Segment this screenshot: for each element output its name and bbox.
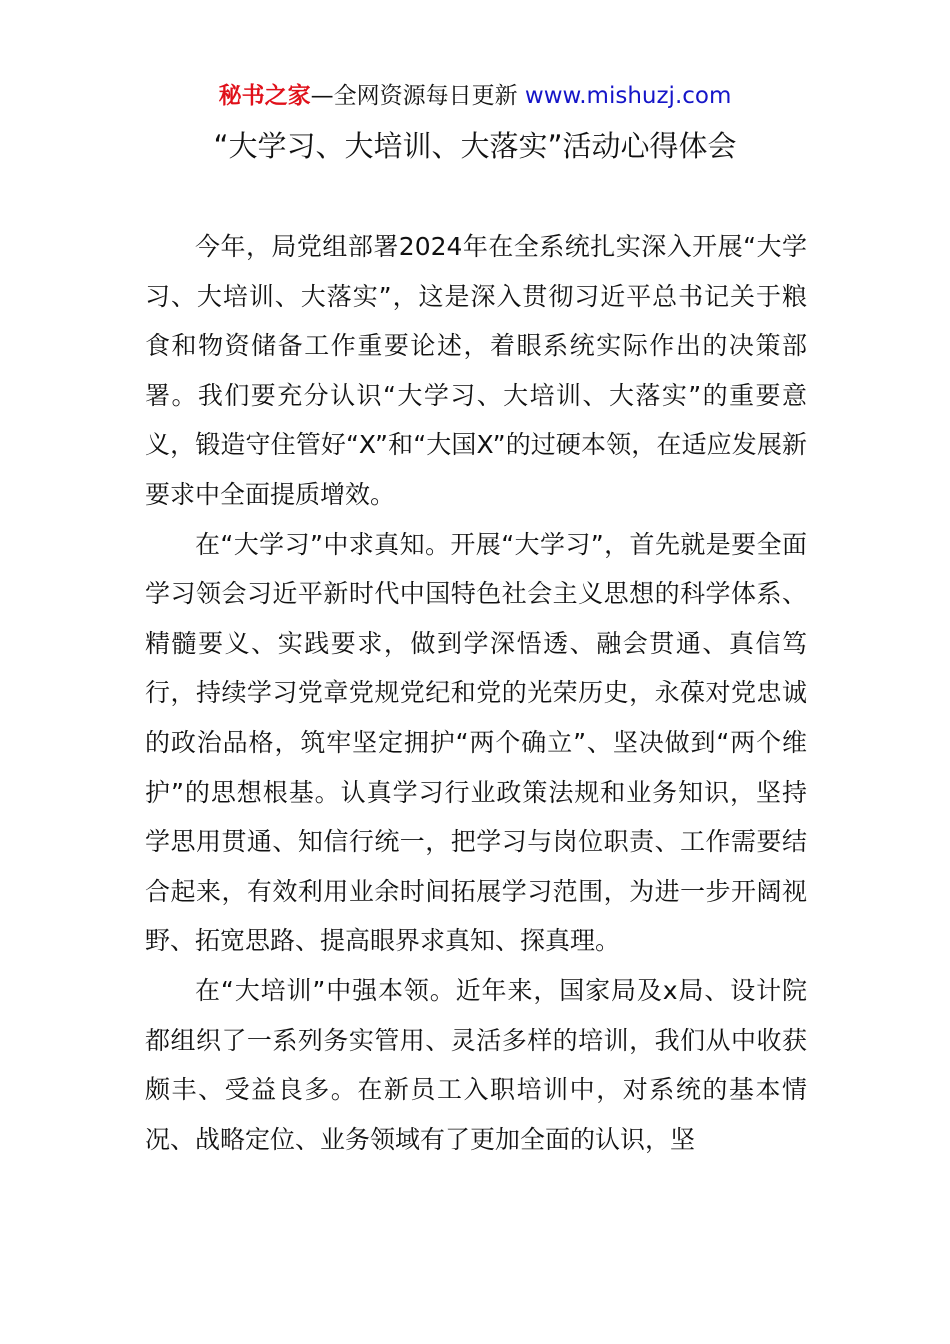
paragraph-big-training: 在“大培训”中强本领。近年来，国家局及x局、设计院都组织了一系列务实管用、灵活多样的培训，我们从中收获颇丰、受益良多。在新员工入职培训中，对系统的基本情况、战略定位、业务领域有了更加全面的认识，坚 bbox=[145, 975, 807, 1154]
site-header bbox=[0, 80, 950, 112]
site-tagline: —全网资源每日更新 bbox=[310, 83, 525, 109]
site-url-link[interactable]: www.mishuzj.com bbox=[524, 83, 732, 109]
brand-name: 秘书之家 bbox=[218, 83, 311, 109]
document-body bbox=[145, 222, 807, 1164]
paragraph-big-study: 在“大学习”中求真知。开展“大学习”，首先就是要全面学习领会习近平新时代中国特色社会主义思想的科学体系、精髓要义、实践要求，做到学深悟透、融会贯通、真信笃行，持续学习党章党规党纪和党的光荣历史，永葆对党忠诚的政治品格，筑牢坚定拥护“两个确立”、坚决做到“两个维护”的思想根基。认真学习行业政策法规和业务知识，坚持学思用贯通、知信行统一，把学习与岗位职责、工作需要结合起来，有效利用业余时间拓展学习范围，为进一步开阔视野、拓宽思路、提高眼界求真知、探真理。 bbox=[145, 529, 807, 956]
paragraph-intro: 今年，局党组部署2024年在全系统扎实深入开展“大学习、大培训、大落实”，这是深入贯彻习近平总书记关于粮食和物资储备工作重要论述，着眼系统实际作出的决策部署。我们要充分认识“大学习、大培训、大落实”的重要意义，锻造守住管好“X”和“大国X”的过硬本领，在适应发展新要求中全面提质增效。 bbox=[145, 232, 807, 509]
document-title: “大学习、大培训、大落实”活动心得体会 bbox=[213, 129, 737, 163]
